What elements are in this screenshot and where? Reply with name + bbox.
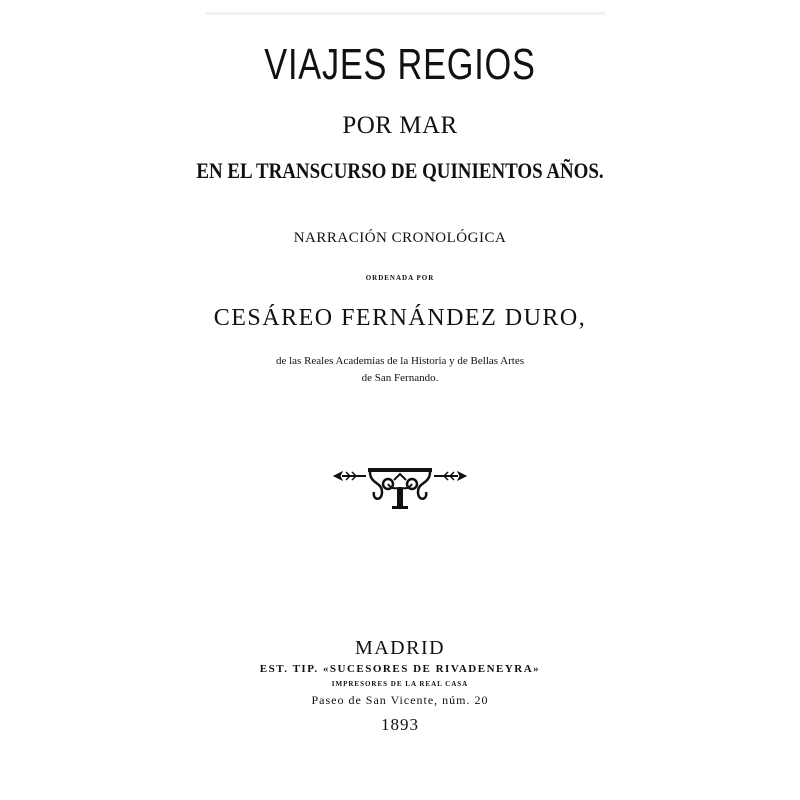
author-affiliation-line1: de las Reales Academias de la Historia y de Bellas Artes (275, 355, 525, 367)
imprint-address: Paseo de San Vicente, núm. 20 (311, 693, 489, 707)
author-name: CESÁREO FERNÁNDEZ DURO, (213, 305, 587, 331)
narration-label: NARRACIÓN CRONOLÓGICA (293, 230, 507, 246)
imprint-city: MADRID (354, 637, 446, 659)
scan-artifact (205, 12, 605, 15)
printer-ornament-icon (330, 462, 470, 514)
ordered-by-label: ORDENADA POR (365, 274, 435, 282)
imprint-year: 1893 (381, 715, 419, 734)
imprint-printer: EST. TIP. «SUCESORES DE RIVADENEYRA» (259, 663, 541, 675)
author-affiliation-line2: de San Fernando. (361, 372, 439, 384)
book-subtitle: POR MAR (342, 112, 458, 139)
imprint-printer-role: IMPRESORES DE LA REAL CASA (331, 680, 469, 688)
book-title: VIAJES REGIOS (264, 40, 536, 89)
book-subtitle-extended: EN EL TRANSCURSO DE QUINIENTOS AÑOS. (196, 158, 604, 183)
